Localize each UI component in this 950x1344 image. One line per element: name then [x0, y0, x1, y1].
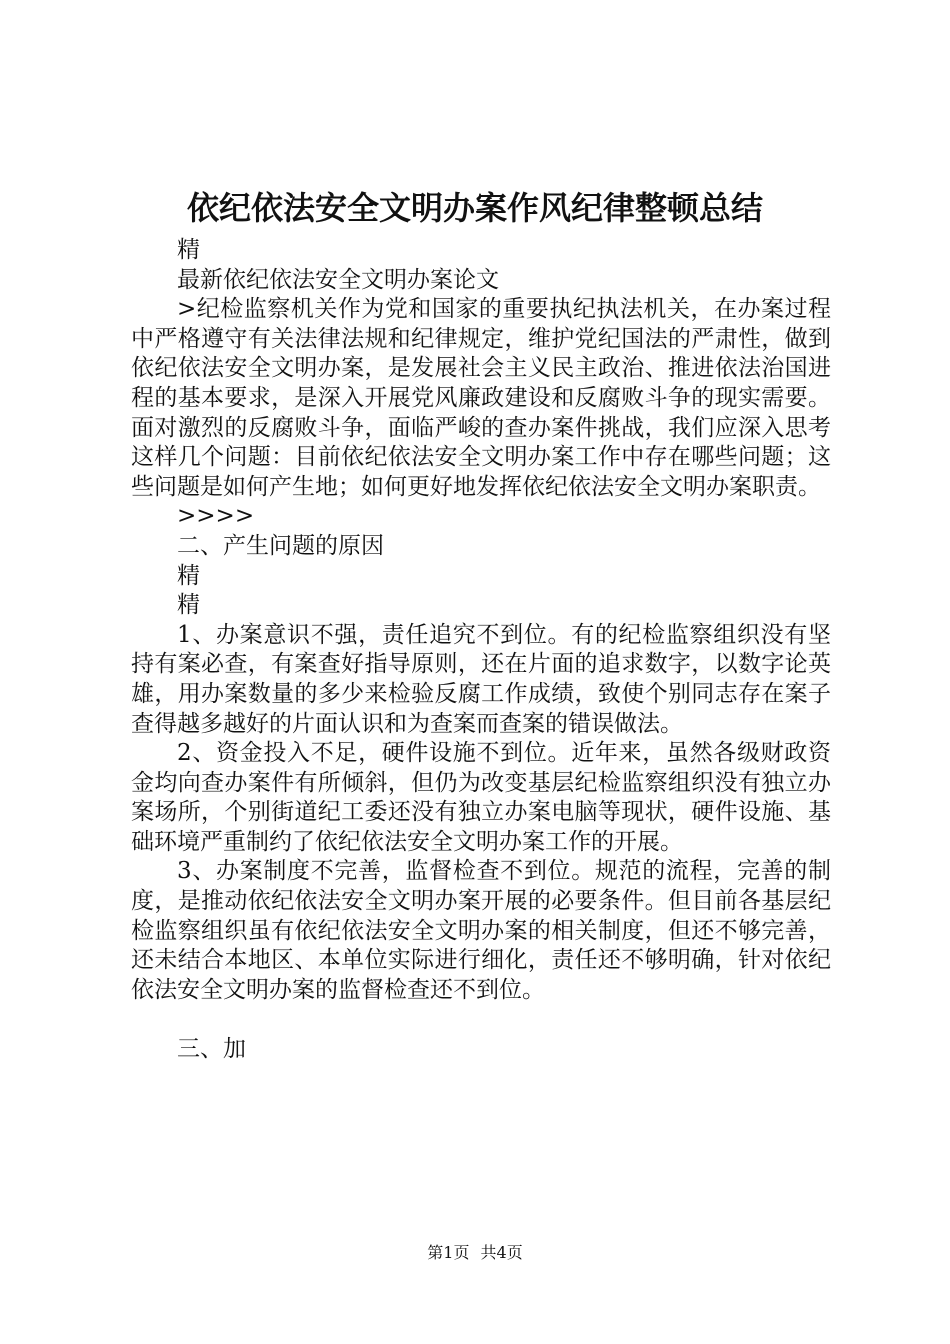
paragraph-point-1: 1、办案意识不强，责任追究不到位。有的纪检监察组织没有坚持有案必查，有案查好指导原则，还在片面的追求数字，以数字论英雄，用办案数量的多少来检验反腐工作成绩，致使个别同志存在案子查得越多越好的片面认识和为查案而查案的错误做法。 [131, 621, 831, 737]
paragraph-separator: >>>> [177, 503, 255, 530]
paragraph-point-3: 3、办案制度不完善，监督检查不到位。规范的流程，完善的制度，是推动依纪依法安全文明办案开展的必要条件。但目前各基层纪检监察组织虽有依纪依法安全文明办案的相关制度，但还不够完善，还未结合本地区、本单位实际进行细化，责任还不够明确，针对依纪依法安全文明办案的监督检查还不到位。 [131, 858, 831, 1003]
paragraph-point-2: 2、资金投入不足，硬件设施不到位。近年来，虽然各级财政资金均向查办案件有所倾斜，但仍为改变基层纪检监察组织没有独立办案场所，个别街道纪工委还没有独立办案电脑等现状，硬件设施、基础环境严重制约了依纪依法安全文明办案工作的开展。 [131, 740, 831, 855]
paragraph-subtitle: 最新依纪依法安全文明办案论文 [177, 266, 499, 293]
section-heading-3: 三、加 [177, 1036, 246, 1063]
paragraph-jing-3: 精 [177, 592, 200, 619]
page-number: 第1页 [427, 1243, 470, 1262]
paragraph-intro: >纪检监察机关作为党和国家的重要执纪执法机关，在办案过程中严格遵守有关法律法规和纪律规定，维护党纪国法的严肃性，做到依纪依法安全文明办案，是发展社会主义民主政治、推进依法治国进程的基本要求，是深入开展党风廉政建设和反腐败斗争的现实需要。面对激烈的反腐败斗争，面临严峻的查办案件挑战，我们应深入思考这样几个问题：目前依纪依法安全文明办案工作中存在哪些问题；这些问题是如何产生地；如何更好地发挥依纪依法安全文明办案职责。 [131, 296, 831, 500]
document-body [131, 236, 831, 1065]
page-total: 共4页 [480, 1243, 523, 1262]
document-title: 依纪依法安全文明办案作风纪律整顿总结 [186, 189, 763, 227]
paragraph-spacer [131, 1005, 831, 1035]
section-heading-2: 二、产生问题的原因 [177, 532, 384, 559]
page-footer [0, 1243, 950, 1263]
paragraph-jing-1: 精 [177, 237, 200, 263]
paragraph-jing-2: 精 [177, 562, 200, 589]
